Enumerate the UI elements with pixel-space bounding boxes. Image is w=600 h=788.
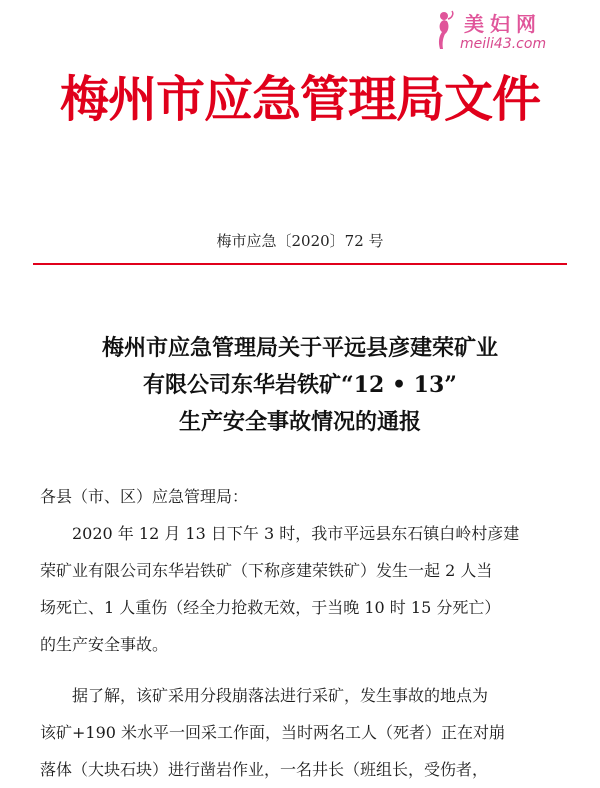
paragraph-line: 荣矿业有限公司东华岩铁矿（下称彦建荣铁矿）发生一起 2 人当: [40, 561, 493, 580]
salutation: 各县（市、区）应急管理局：: [40, 487, 249, 506]
paragraph-line: 落体（大块石块）进行凿岩作业，一名井长（班组长，受伤者，: [40, 760, 489, 779]
paragraph-2: [40, 677, 580, 788]
paragraph-line: 的生产安全事故。: [40, 635, 169, 654]
paragraph-1: [40, 515, 580, 663]
notice-title-line-2: 有限公司东华岩铁矿“12 • 13”: [143, 372, 457, 398]
watermark: [430, 6, 595, 58]
paragraph-line: 2020 年 12 月 13 日下午 3 时，我市平远县东石镇白岭村彦建: [72, 524, 520, 543]
woman-silhouette-icon: [430, 10, 456, 50]
body-text: [40, 478, 580, 788]
red-divider-line: [33, 263, 567, 265]
notice-title: [0, 330, 600, 441]
watermark-site-name: 美妇网: [464, 12, 542, 36]
notice-title-line-1: 梅州市应急管理局关于平远县彦建荣矿业: [101, 335, 498, 361]
document-number: 梅市应急〔2020〕72 号: [216, 232, 384, 250]
notice-title-line-3: 生产安全事故情况的通报: [178, 409, 421, 435]
paragraph-line: 该矿+190 米水平一回采工作面，当时两名工人（死者）正在对崩: [40, 723, 506, 742]
document-header-title: 梅州市应急管理局文件: [59, 71, 540, 128]
paragraph-line: 场死亡、1 人重伤（经全力抢救无效，于当晚 10 时 15 分死亡）: [40, 598, 501, 617]
paragraph-line: 据了解，该矿采用分段崩落法进行采矿，发生事故的地点为: [72, 686, 489, 705]
watermark-url: meili43.com: [460, 36, 547, 52]
